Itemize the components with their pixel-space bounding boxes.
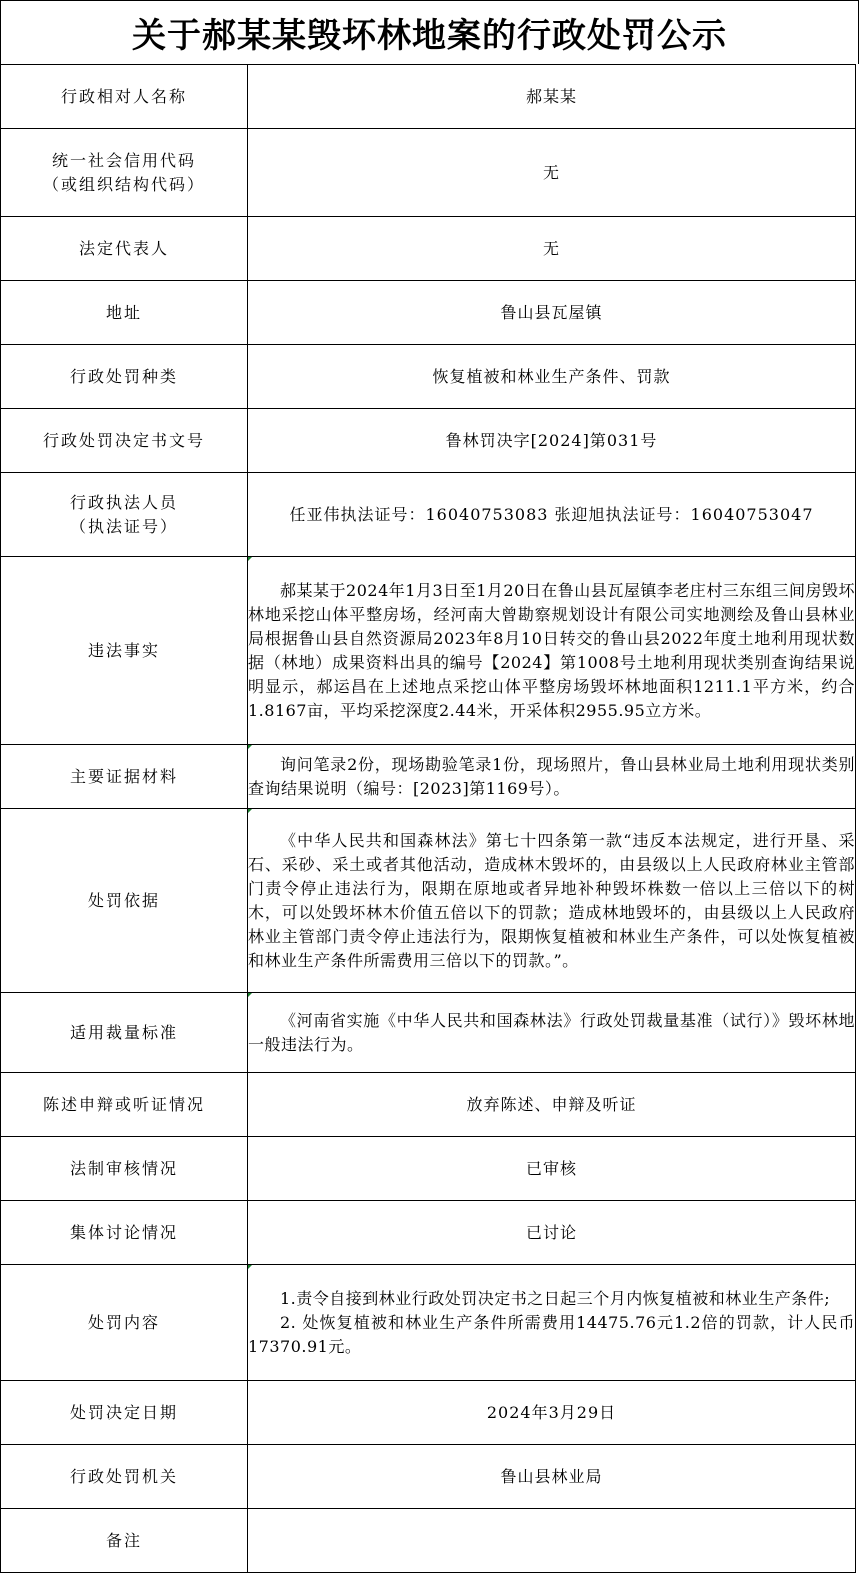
row-credit-code bbox=[1, 129, 856, 217]
cell-comment-marker bbox=[248, 1265, 252, 1269]
value-decision-no: 鲁林罚决字[2024]第031号 bbox=[248, 409, 856, 473]
value-remarks bbox=[248, 1509, 856, 1573]
label-authority: 行政处罚机关 bbox=[1, 1445, 248, 1509]
row-address bbox=[1, 281, 856, 345]
row-penalty-type bbox=[1, 345, 856, 409]
label-group-discussion: 集体讨论情况 bbox=[1, 1201, 248, 1265]
row-legal-review bbox=[1, 1137, 856, 1201]
row-decision-no bbox=[1, 409, 856, 473]
cell-comment-marker bbox=[248, 809, 252, 813]
value-credit-code: 无 bbox=[248, 129, 856, 217]
label-remarks: 备注 bbox=[1, 1509, 248, 1573]
row-statement bbox=[1, 1073, 856, 1137]
value-standard: 《河南省实施《中华人民共和国森林法》行政处罚裁量基准（试行）》毁坏林地一般违法行为。 bbox=[248, 1010, 855, 1054]
value-content-item1: 1.责令自接到林业行政处罚决定书之日起三个月内恢复植被和林业生产条件; bbox=[280, 1288, 831, 1308]
row-basis bbox=[1, 809, 856, 993]
row-group-discussion bbox=[1, 1201, 856, 1265]
row-legal-rep bbox=[1, 217, 856, 281]
label-officers bbox=[1, 473, 248, 557]
row-officers bbox=[1, 473, 856, 557]
cell-comment-marker bbox=[248, 993, 252, 997]
label-party-name: 行政相对人名称 bbox=[1, 65, 248, 129]
label-statement: 陈述申辩或听证情况 bbox=[1, 1073, 248, 1137]
page-title: 关于郝某某毁坏林地案的行政处罚公示 bbox=[0, 0, 859, 64]
row-evidence bbox=[1, 745, 856, 809]
cell-comment-marker bbox=[248, 745, 252, 749]
label-facts: 违法事实 bbox=[1, 557, 248, 745]
label-address: 地址 bbox=[1, 281, 248, 345]
label-evidence: 主要证据材料 bbox=[1, 745, 248, 809]
row-decision-date bbox=[1, 1381, 856, 1445]
value-decision-date: 2024年3月29日 bbox=[248, 1381, 856, 1445]
value-evidence-cell bbox=[248, 745, 856, 809]
row-content bbox=[1, 1265, 856, 1381]
value-statement: 放弃陈述、申辩及听证 bbox=[248, 1073, 856, 1137]
row-standard bbox=[1, 993, 856, 1073]
value-basis-cell bbox=[248, 809, 856, 993]
row-authority bbox=[1, 1445, 856, 1509]
value-authority: 鲁山县林业局 bbox=[248, 1445, 856, 1509]
label-standard: 适用裁量标准 bbox=[1, 993, 248, 1073]
label-credit-code bbox=[1, 129, 248, 217]
label-decision-no: 行政处罚决定书文号 bbox=[1, 409, 248, 473]
label-officers-line2: （执法证号） bbox=[69, 516, 178, 536]
value-content-cell bbox=[248, 1265, 856, 1381]
value-legal-review: 已审核 bbox=[248, 1137, 856, 1201]
value-content-item2: 2. 处恢复植被和林业生产条件所需费用14475.76元1.2倍的罚款，计人民币17370.91元。 bbox=[248, 1312, 855, 1356]
label-decision-date: 处罚决定日期 bbox=[1, 1381, 248, 1445]
value-address: 鲁山县瓦屋镇 bbox=[248, 281, 856, 345]
label-credit-code-line1: 统一社会信用代码 bbox=[51, 150, 196, 170]
label-officers-line1: 行政执法人员 bbox=[69, 492, 178, 512]
value-facts: 郝某某于2024年1月3日至1月20日在鲁山县瓦屋镇李老庄村三东组三间房毁坏林地采挖山体平整房场，经河南大曾勘察规划设计有限公司实地测绘及鲁山县林业局根据鲁山县自然资源局2023年8月10日转交的鲁山县2022年度土地利用现状数据（林地）成果资料出具的编号【2024】第1008号土地利用现状类别查询结果说明显示，郝运昌在上述地点采挖山体平整房场毁坏林地面积1211.1平方米，约合1.8167亩，平均采挖深度2.44米，开采体积2955.95立方米。 bbox=[248, 580, 855, 720]
value-penalty-type: 恢复植被和林业生产条件、罚款 bbox=[248, 345, 856, 409]
row-facts bbox=[1, 557, 856, 745]
row-party-name bbox=[1, 65, 856, 129]
penalty-info-table bbox=[0, 64, 856, 1573]
label-credit-code-line2: （或组织结构代码） bbox=[42, 174, 205, 194]
value-legal-rep: 无 bbox=[248, 217, 856, 281]
row-remarks bbox=[1, 1509, 856, 1573]
value-facts-cell bbox=[248, 557, 856, 745]
label-legal-review: 法制审核情况 bbox=[1, 1137, 248, 1201]
value-basis: 《中华人民共和国森林法》第七十四条第一款“违反本法规定，进行开垦、采石、采砂、采土或者其他活动，造成林木毁坏的，由县级以上人民政府林业主管部门责令停止违法行为，限期在原地或者异地补种毁坏株数一倍以上三倍以下的树木，可以处毁坏林木价值五倍以下的罚款；造成林地毁坏的，由县级以上人民政府林业主管部门责令停止违法行为，限期恢复植被和林业生产条件，可以处恢复植被和林业生产条件所需费用三倍以下的罚款。”。 bbox=[248, 830, 855, 970]
value-standard-cell bbox=[248, 993, 856, 1073]
value-party-name: 郝某某 bbox=[248, 65, 856, 129]
value-group-discussion: 已讨论 bbox=[248, 1201, 856, 1265]
cell-comment-marker bbox=[248, 557, 252, 561]
label-penalty-type: 行政处罚种类 bbox=[1, 345, 248, 409]
value-officers: 任亚伟执法证号：16040753083 张迎旭执法证号：16040753047 bbox=[248, 473, 856, 557]
label-basis: 处罚依据 bbox=[1, 809, 248, 993]
label-legal-rep: 法定代表人 bbox=[1, 217, 248, 281]
label-content: 处罚内容 bbox=[1, 1265, 248, 1381]
value-evidence: 询问笔录2份，现场勘验笔录1份，现场照片，鲁山县林业局土地利用现状类别查询结果说明（编号：[2023]第1169号）。 bbox=[248, 754, 855, 798]
